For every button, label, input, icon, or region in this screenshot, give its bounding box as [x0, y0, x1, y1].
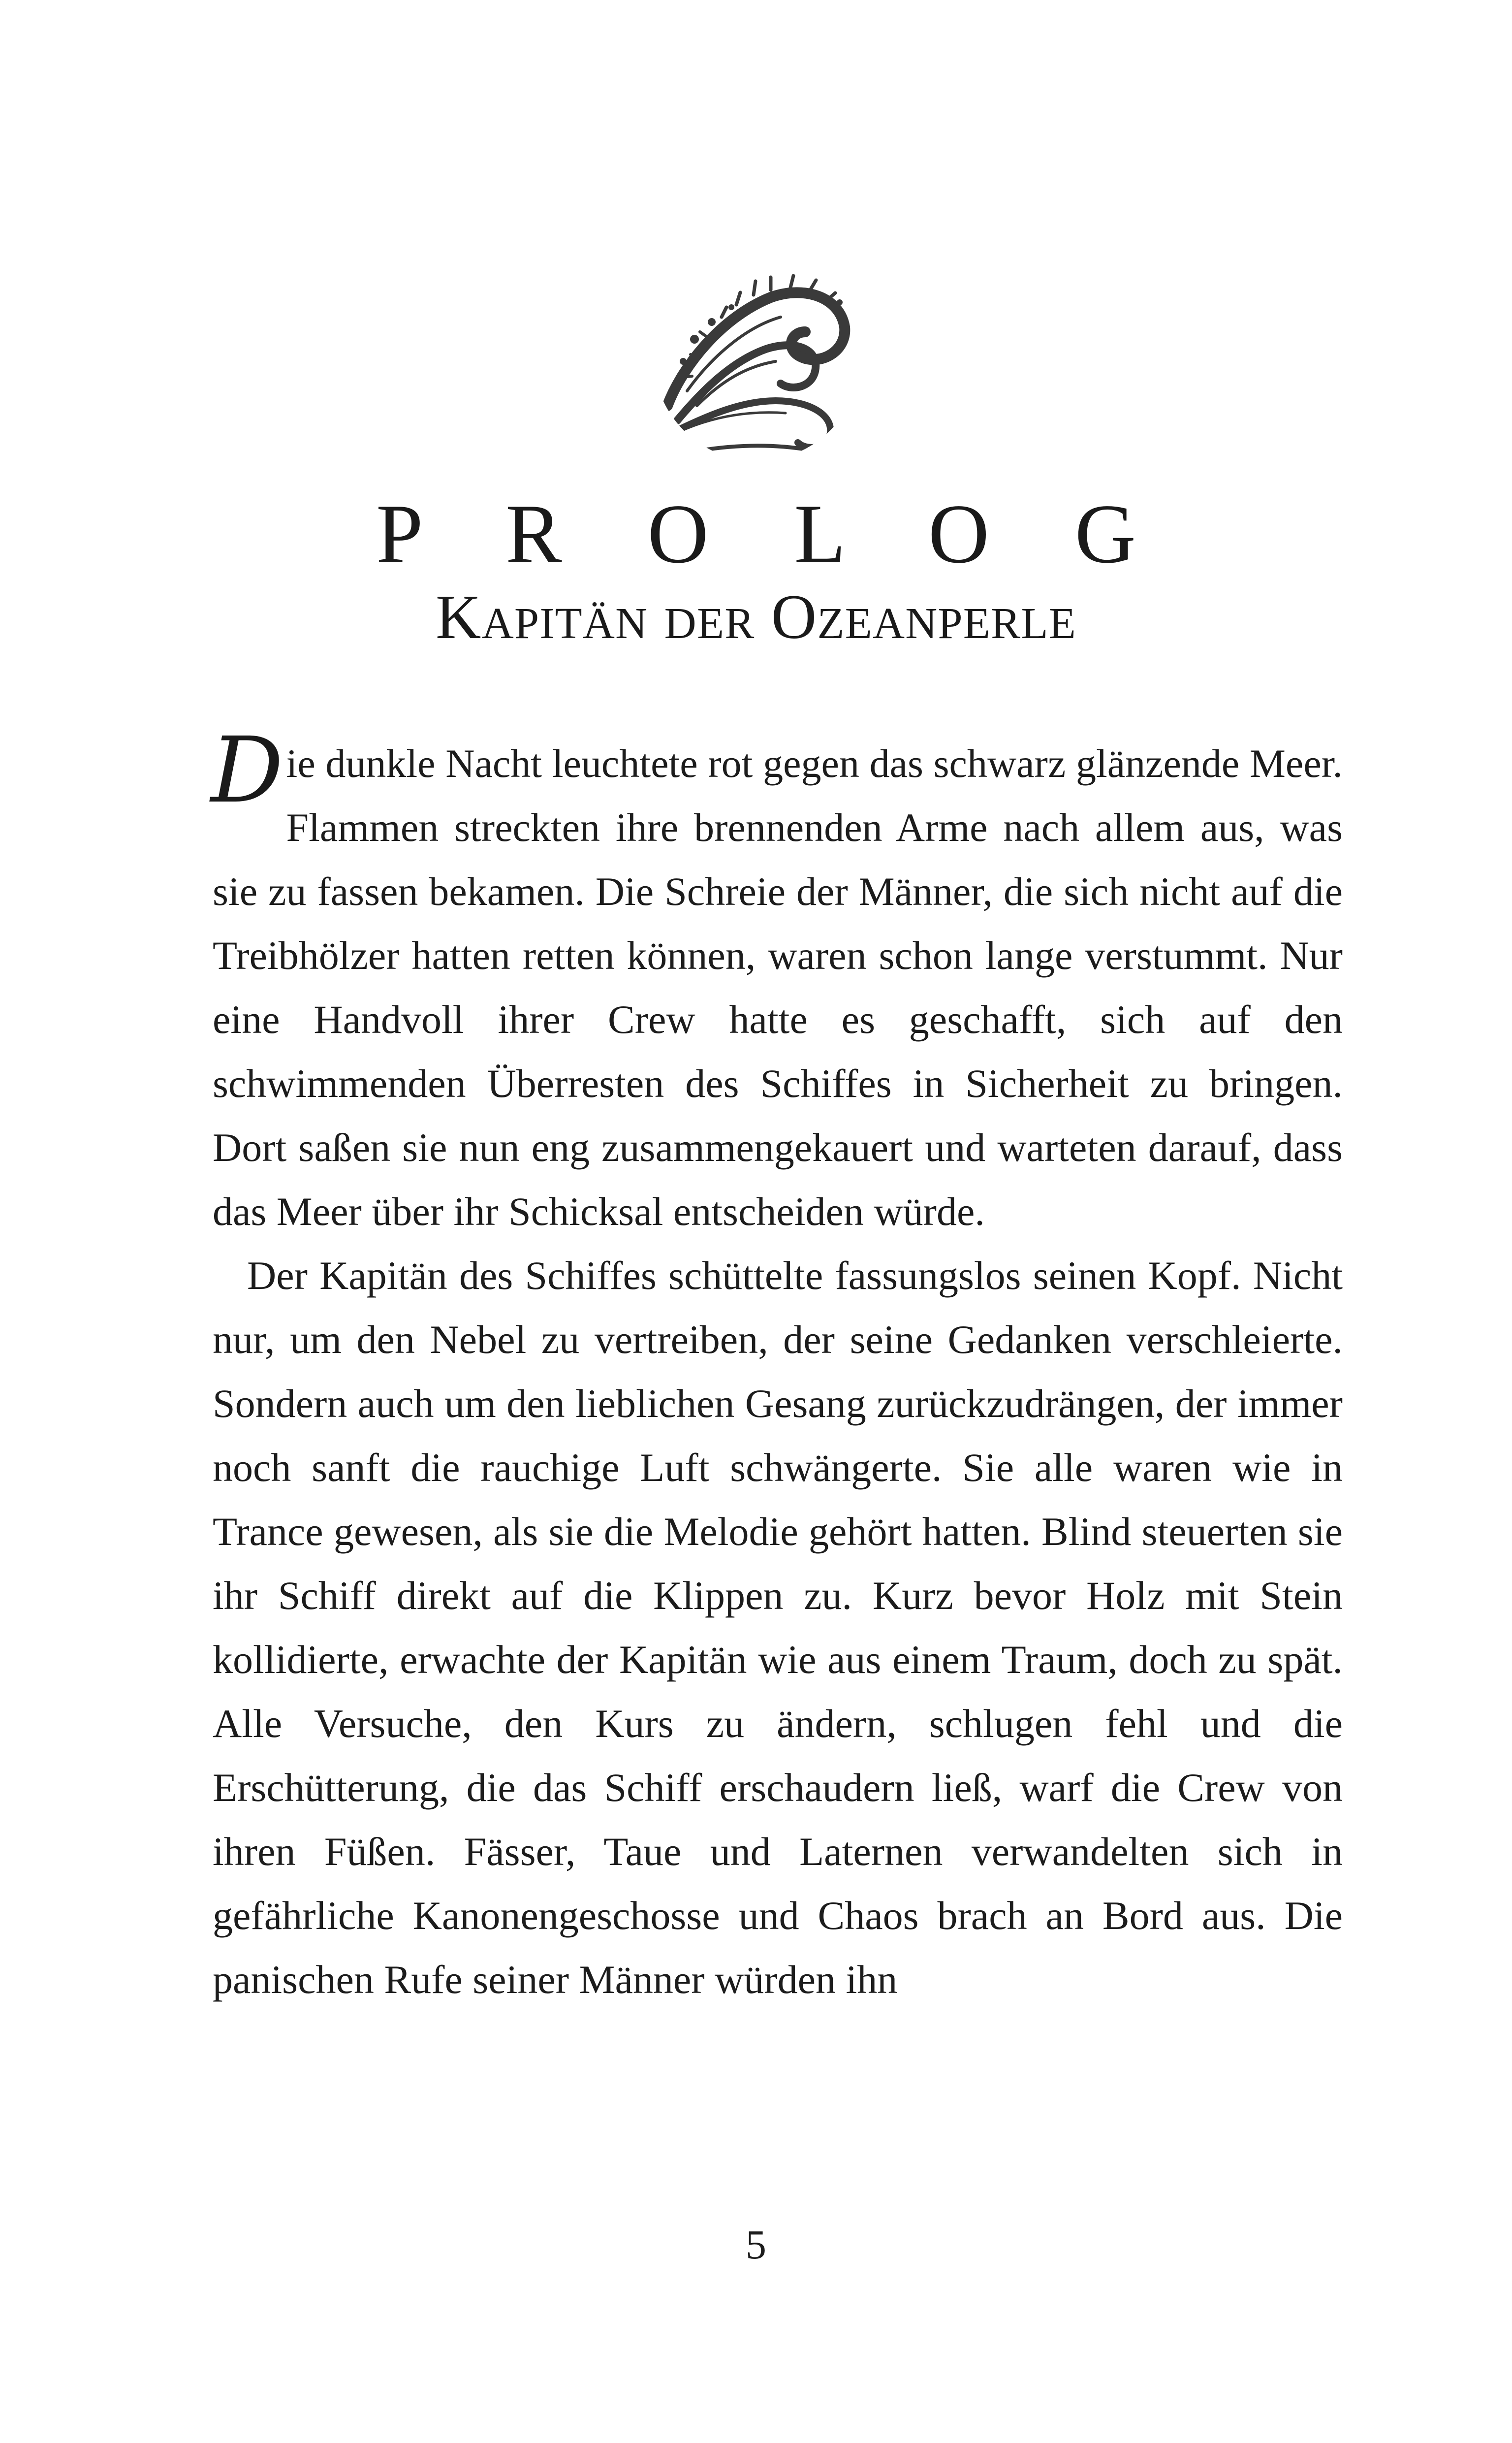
wave-ornament-icon — [648, 243, 866, 475]
page-number: 5 — [746, 2222, 766, 2268]
body-text — [211, 718, 1343, 2012]
paragraph: Der Kapitän des Schiffes schüttelte fassungslos seinen Kopf. Nicht nur, um den Nebel zu vertreiben, der seine Gedanken verschleierte. Sondern auch um den lieblichen Gesang zurückzudrängen, der immer noch sanft die rauchige Luft schwängerte. Sie alle waren wie in Trance gewesen, als sie die Melodie gehört hatten. Blind steuerten sie ihr Schiff direkt auf die Klippen zu. Kurz bevor Holz mit Stein kollidierte, erwachte der Kapitän wie aus einem Traum, doch zu spät. Alle Versuche, den Kurs zu ändern, schlugen fehl und die Erschütterung, die das Schiff erschaudern ließ, warf die Crew von ihren Füßen. Fässer, Taue und Laternen verwandelten sich in gefährliche Kanonengeschosse und Chaos brach an Bord aus. Die panischen Rufe seiner Männer würden ihn — [213, 1253, 1343, 2002]
chapter-label: P R O L O G — [376, 487, 1168, 581]
paragraph-text: ie dunkle Nacht leuchtete rot gegen das schwarz glänzende Meer. Flammen streckten ihre brennenden Arme nach allem aus, was sie zu fassen bekamen. Die Schreie der Männer, die sich nicht auf die Treibhölzer hatten retten können, waren schon lange verstummt. Nur eine Handvoll ihrer Crew hatte es geschafft, sich auf den schwimmenden Überresten des Schiffes in Sicherheit zu bringen. Dort saßen sie nun eng zusammengekauert und warteten darauf, dass das Meer über ihr Schicksal entscheiden würde. — [213, 741, 1343, 1234]
chapter-title: Kapitän der Ozeanperle — [436, 582, 1076, 652]
drop-cap: D — [211, 718, 284, 823]
paragraph — [211, 718, 1343, 1244]
